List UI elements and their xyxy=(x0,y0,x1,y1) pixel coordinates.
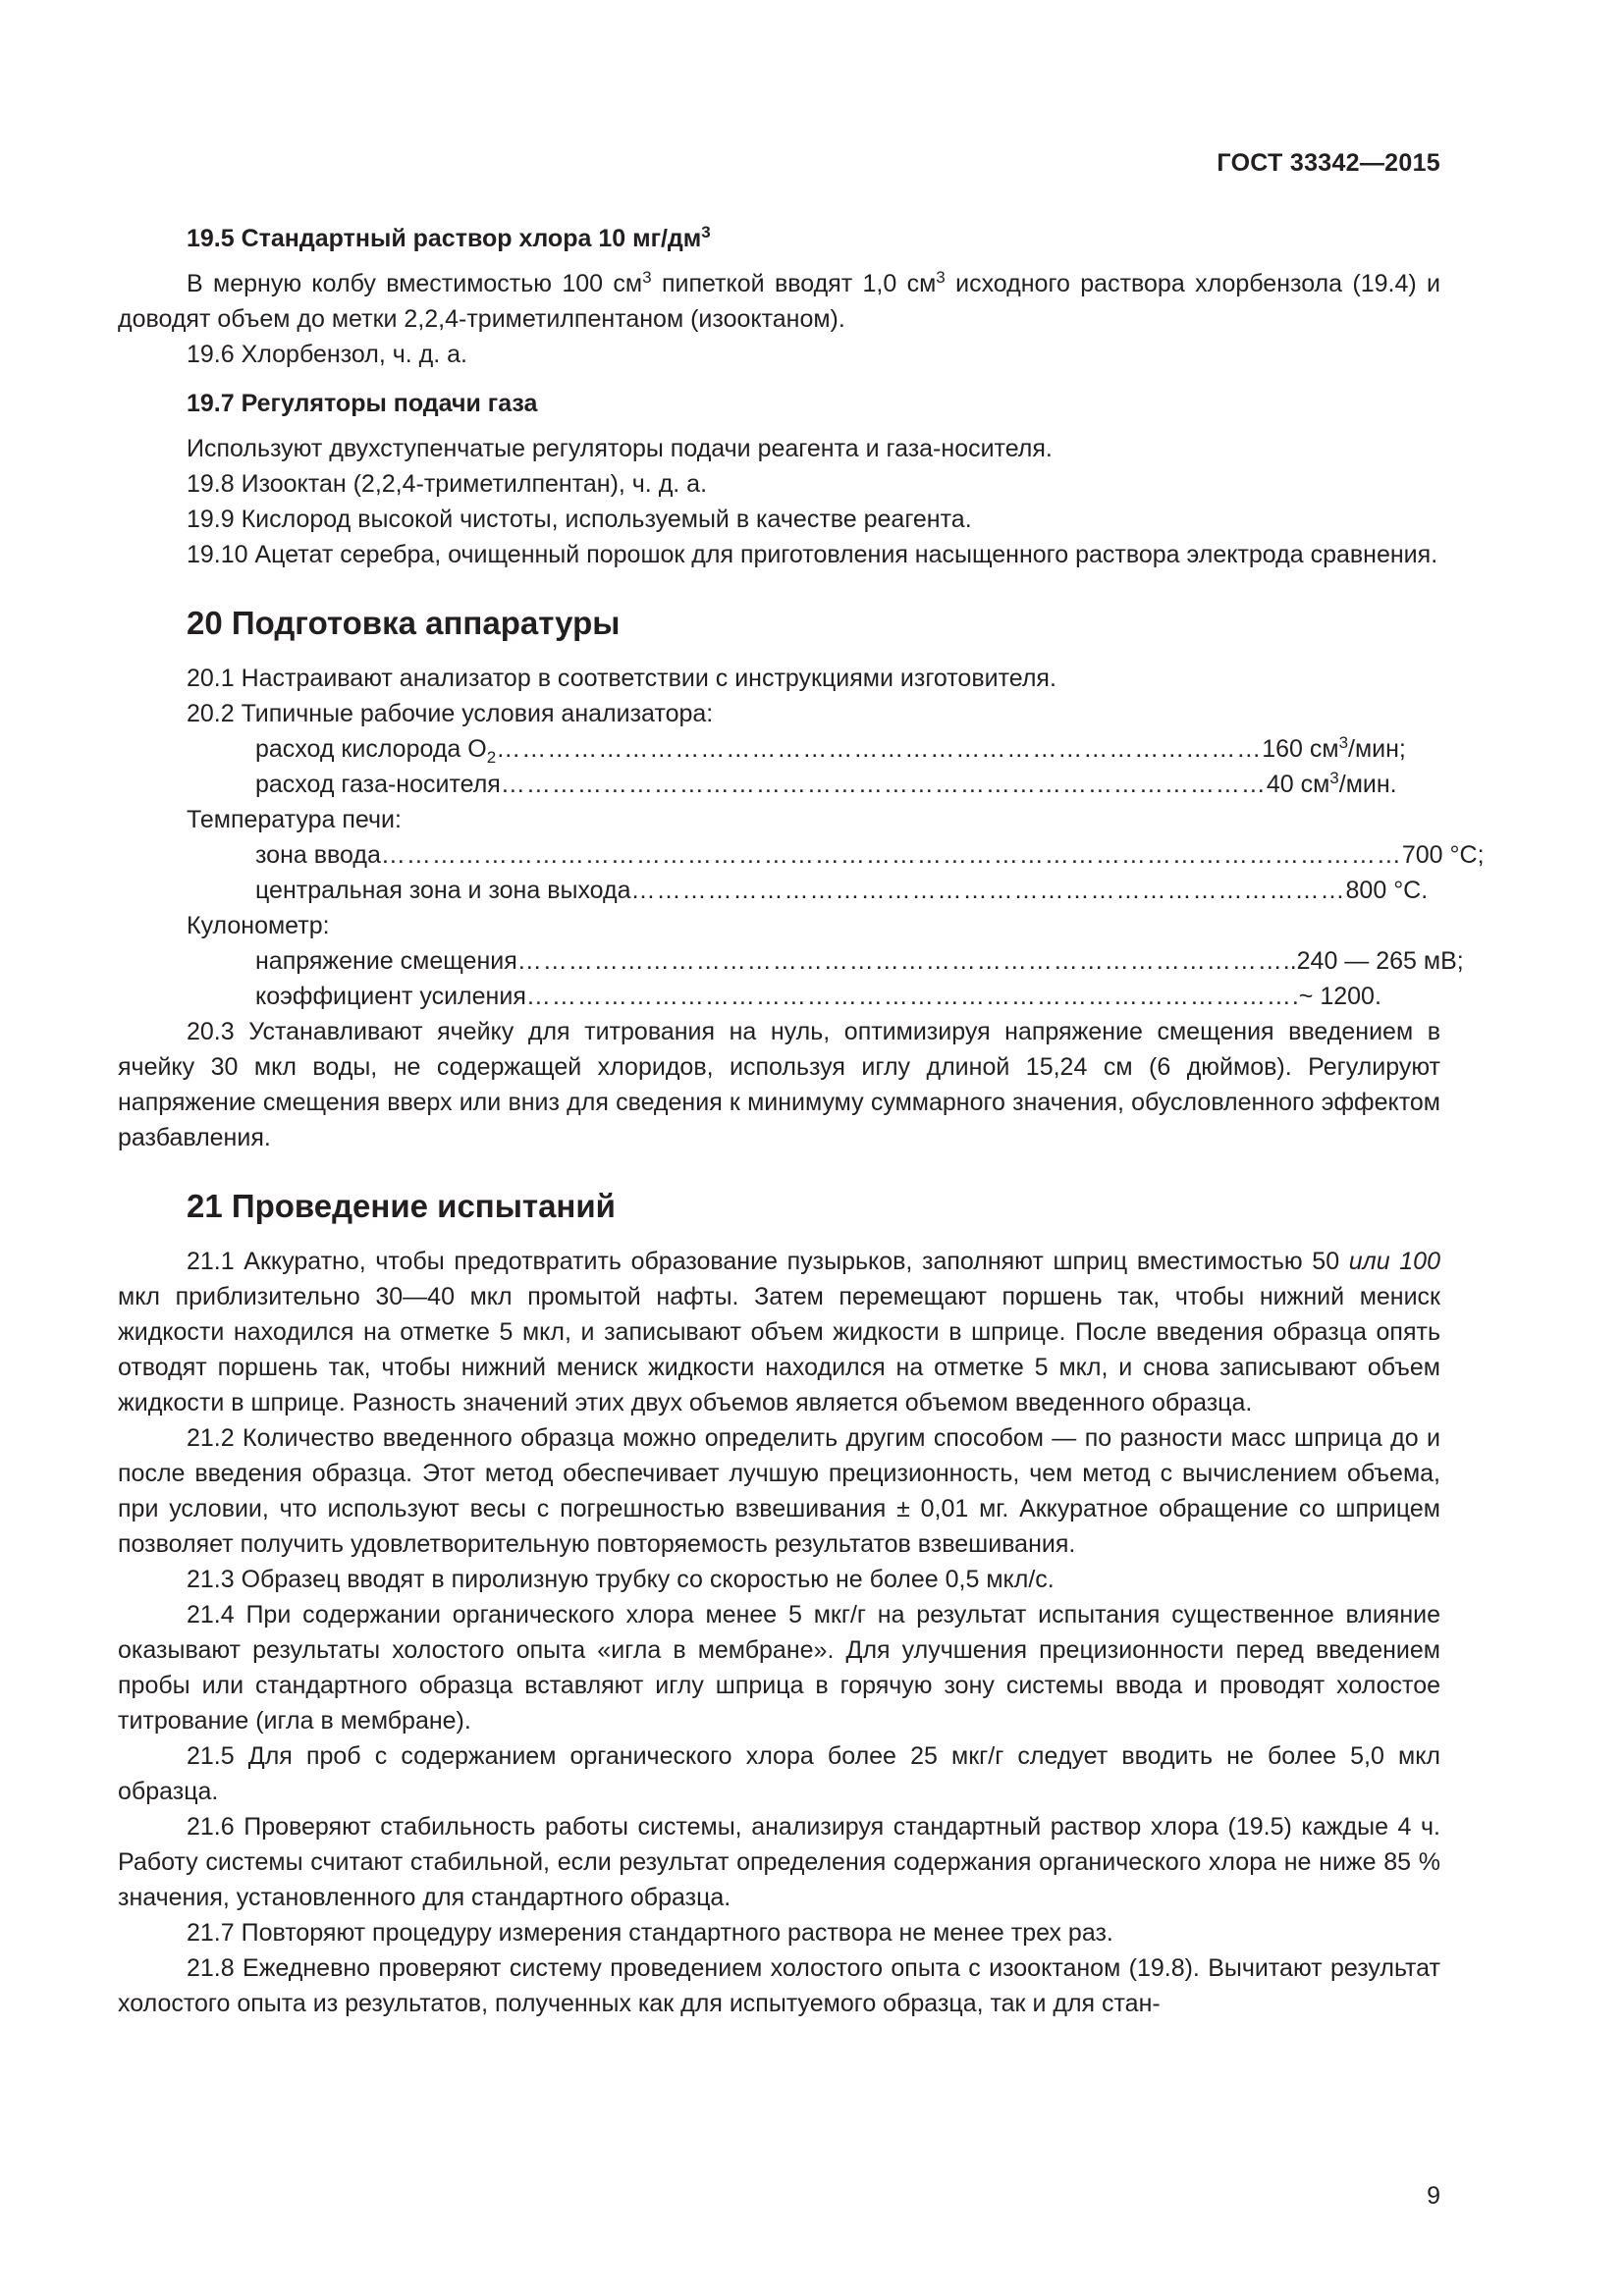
central-zone-label: центральная зона и зона выхода xyxy=(255,877,631,904)
paragraph-20-3: 20.3 Устанавливают ячейку для титрования на нуль, оптимизируя напряжение смещения введением в ячейку 30 мкл воды, не содержащей хлоридов, используя иглу длиной 15,24 см (6 дюймов). Регулируют напряжение смещения вверх или вниз для сведения к минимуму суммарного значения, обусловленного эффектом разбавления. xyxy=(118,1018,1440,1151)
heading-section-20: 20 Подготовка аппаратуры xyxy=(187,605,621,641)
leader-dots: ……………………………………………………………………………… xyxy=(516,947,1283,975)
gain-row xyxy=(118,979,1381,1014)
oxygen-flow-label: расход кислорода $O_2$ xyxy=(255,735,497,767)
paragraph-20-1: 20.1 Настраивают анализатор в соответствии с инструкциями изготовителя. xyxy=(187,665,1056,692)
paragraph-21-8: 21.8 Ежедневно проверяют систему проведением холостого опыта с изооктаном (19.8). Вычитают результат холостого опыта из результатов, полученных как для испытуемого образца, так и для стан- xyxy=(118,1954,1440,2017)
bias-voltage-label: напряжение смещения xyxy=(255,947,517,975)
heading-section-21: 21 Проведение испытаний xyxy=(187,1188,616,1224)
carrier-gas-value: 40 $см^3$/мин. xyxy=(1266,769,1397,798)
paragraph-19-7: Используют двухступенчатые регуляторы подачи реагента и газа-носителя. xyxy=(187,435,1053,462)
inlet-zone-label: зона ввода xyxy=(255,841,381,869)
leader-dots: ………………………………………………………………………… xyxy=(630,877,1346,904)
gain-value: .~ 1200. xyxy=(1291,983,1381,1010)
heading-19-5: 19.5 Стандартный раствор хлора 10 $мг/дм^3$ xyxy=(187,223,711,252)
carrier-gas-row xyxy=(118,767,1397,802)
coulometer-label: Кулонометр: xyxy=(187,912,330,939)
paragraph-21-2: 21.2 Количество введенного образца можно определить другим способом — по разности масс шприца до и после введения образца. Этот метод обеспечивает лучшую прецизионность, чем метод с вычислением объема, при условии, что используют весы с погрешностью взвешивания ± 0,01 мг. Аккуратное обращение со шприцем позволяет получить удовлетворительную повторяемость результатов взвешивания. xyxy=(118,1424,1440,1558)
leader-dots: ……………………………………………………………………………… xyxy=(500,771,1267,798)
paragraph-19-10: 19.10 Ацетат серебра, очищенный порошок для приготовления насыщенного раствора электрода сравнения. xyxy=(187,541,1438,568)
carrier-gas-label: расход газа-носителя xyxy=(255,771,501,798)
page-number: 9 xyxy=(1427,2182,1440,2210)
bias-voltage-value: ..240 — 265 мВ; xyxy=(1282,947,1464,975)
paragraph-21-3: 21.3 Образец вводят в пиролизную трубку со скоростью не более 0,5 мкл/с. xyxy=(187,1566,1055,1593)
heading-19-7: 19.7 Регуляторы подачи газа xyxy=(187,390,538,417)
paragraph-21-5: 21.5 Для проб с содержанием органического хлора более 25 мкг/г следует вводить не более 5,0 мкл образца. xyxy=(118,1742,1440,1805)
paragraph-21-6: 21.6 Проверяют стабильность работы системы, анализируя стандартный раствор хлора (19.5) каждые 4 ч. Работу системы считают стабильной, если результат определения содержания органического хлора не ниже 85 % значения, установленного для стандартного образца. xyxy=(118,1813,1440,1911)
paragraph-20-2: 20.2 Типичные рабочие условия анализатора: xyxy=(187,700,714,727)
paragraph-19-5: В мерную колбу вместимостью 100 $см^3$ пипеткой вводят 1,0 $см^3$ исходного раствора хлорбензола (19.4) и доводят объем до метки 2,2,4-триметилпентаном (изооктаном). xyxy=(118,268,1441,333)
central-zone-value: 800 °С. xyxy=(1345,877,1429,904)
paragraph-19-9: 19.9 Кислород высокой чистоты, используемый в качестве реагента. xyxy=(187,506,972,533)
leader-dots: ……………………………………………………………………………… xyxy=(525,983,1292,1010)
paragraph-21-1: 21.1 Аккуратно, чтобы предотвратить образование пузырьков, заполняют шприц вместимостью 50 или 100 мкл приблизительно 30—40 мкл промытой нафты. Затем перемещают поршень так, чтобы нижний мениск жидкости находился на отметке 5 мкл, и записывают объем жидкости в шприце. После введения образца опять отводят поршень так, чтобы нижний мениск жидкости находился на отметке 5 мкл, и снова записывают объем жидкости в шприце. Разность значений этих двух объемов является объемом введенного образца. xyxy=(118,1248,1440,1416)
document-header: ГОСТ 33342—2015 xyxy=(1217,149,1440,177)
gain-label: коэффициент усиления xyxy=(255,983,526,1010)
document-body xyxy=(118,221,1485,2021)
paragraph-21-4: 21.4 При содержании органического хлора менее 5 мкг/г на результат испытания существенное влияние оказывают результаты холостого опыта «игла в мембране». Для улучшения прецизионности перед введением пробы или стандартного образца вставляют иглу шприца в горячую зону системы ввода и проводят холостое титрование (игла в мембране). xyxy=(118,1601,1440,1735)
paragraph-19-8: 19.8 Изооктан (2,2,4-триметилпентан), ч. д. а. xyxy=(187,470,708,498)
leader-dots: ……………………………………………………………………………… xyxy=(496,735,1263,763)
oxygen-flow-row xyxy=(118,731,1406,767)
oxygen-flow-value: 160 $см^3$/мин; xyxy=(1262,733,1406,763)
bias-voltage-row xyxy=(118,943,1464,979)
inlet-zone-row xyxy=(118,837,1485,873)
leader-dots: ………………………………………………………………………………………………………… xyxy=(380,841,1402,869)
furnace-temperature-label: Температура печи: xyxy=(187,806,402,833)
paragraph-21-7: 21.7 Повторяют процедуру измерения стандартного раствора не менее трех раз. xyxy=(187,1919,1113,1947)
central-zone-row xyxy=(118,873,1429,908)
inlet-zone-value: 700 °С; xyxy=(1401,841,1485,869)
paragraph-19-6: 19.6 Хлорбензол, ч. д. а. xyxy=(187,341,467,368)
